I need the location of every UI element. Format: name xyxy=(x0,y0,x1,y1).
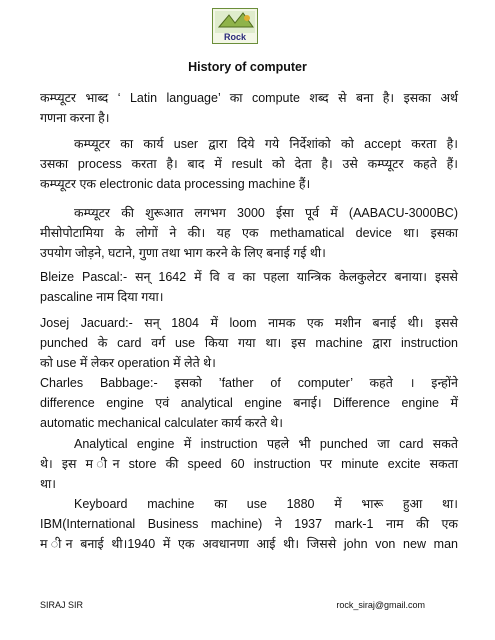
footer-author: SIRAJ SIR xyxy=(40,600,84,610)
paragraph-line: थे। इस म ीन store की speed 60 instruction पर minute excite सकता xyxy=(40,457,458,471)
paragraph-line: उसका process करता है। बाद में result को देता है। उसे कम्प्यूटर कहते हैं। xyxy=(40,157,458,171)
paragraph-line: Charles Babbage:- इसको ’father of computer’ कहते । इन्होंने xyxy=(40,376,458,390)
paragraph-line: Josej Jacuard:- सन् 1804 में loom नामक एक मशीन बनाई थी। इससे xyxy=(40,316,458,330)
paragraph-line: Keyboard machine का use 1880 में भारू हुआ था। xyxy=(74,497,458,511)
rock-logo xyxy=(212,8,258,44)
paragraph-abacus xyxy=(40,203,458,263)
paragraph-computer-work xyxy=(40,134,458,194)
paragraph-line: कम्प्यूटर एक electronic data processing machine हैं। xyxy=(40,177,311,191)
paragraph-line: pascaline नाम दिया गया। xyxy=(40,290,164,304)
paragraph-keyboard-ibm xyxy=(40,494,458,554)
footer-email: rock_siraj@gmail.com xyxy=(336,600,425,610)
paragraph-line: Bleize Pascal:- सन् 1642 में वि व का पहला यान्त्रिक केलकुलेटर बनाया। इससे xyxy=(40,270,458,284)
paragraph-line: कम्प्यूटर भाब्द ‘ Latin language’ का compute शब्द से बना है। इसका अर्थ xyxy=(40,91,458,105)
logo-text: Rock xyxy=(223,32,246,42)
paragraph-pascal xyxy=(40,267,458,307)
paragraph-analytical-engine xyxy=(40,434,458,494)
paragraph-line: मीसोपोटामिया के लोगों ने की। यह एक methamatical device था। इसका xyxy=(40,226,458,240)
paragraph-line: Analytical engine में instruction पहले भी punched जा card सकते xyxy=(74,437,458,451)
paragraph-line: कम्प्यूटर का कार्य user द्वारा दिये गये निर्देशांको को accept करता है। xyxy=(74,137,458,151)
paragraph-line: automatic mechanical calculater कार्य करते थे। xyxy=(40,416,283,430)
paragraph-line: गणना करना है। xyxy=(40,111,110,125)
paragraph-latin-origin xyxy=(40,88,458,128)
paragraph-line: म ीन बनाई थी।1940 में एक अवधानणा आई थी। जिससे john von new man xyxy=(40,537,458,551)
paragraph-line: उपयोग जोड़ने, घटाने, गुणा तथा भाग करने के लिए बनाई गई थी। xyxy=(40,246,326,260)
paragraph-line: difference engine एवं analytical engine बनाई। Difference engine में xyxy=(40,396,458,410)
paragraph-line: को use में लेकर operation में लेते थे। xyxy=(40,356,216,370)
paragraph-jacquard xyxy=(40,313,458,373)
paragraph-line: कम्प्यूटर की शुरूआत लगभग 3000 ईसा पूर्व में (AABACU-3000BC) xyxy=(74,206,458,220)
paragraph-line: punched के card वर्ग use किया गया था। इस machine द्वारा instruction xyxy=(40,336,458,350)
paragraph-line: था। xyxy=(40,477,56,491)
paragraph-line: IBM(International Business machine) ने 1937 mark-1 नाम की एक xyxy=(40,517,458,531)
paragraph-babbage xyxy=(40,373,458,433)
page-title: History of computer xyxy=(188,60,307,74)
